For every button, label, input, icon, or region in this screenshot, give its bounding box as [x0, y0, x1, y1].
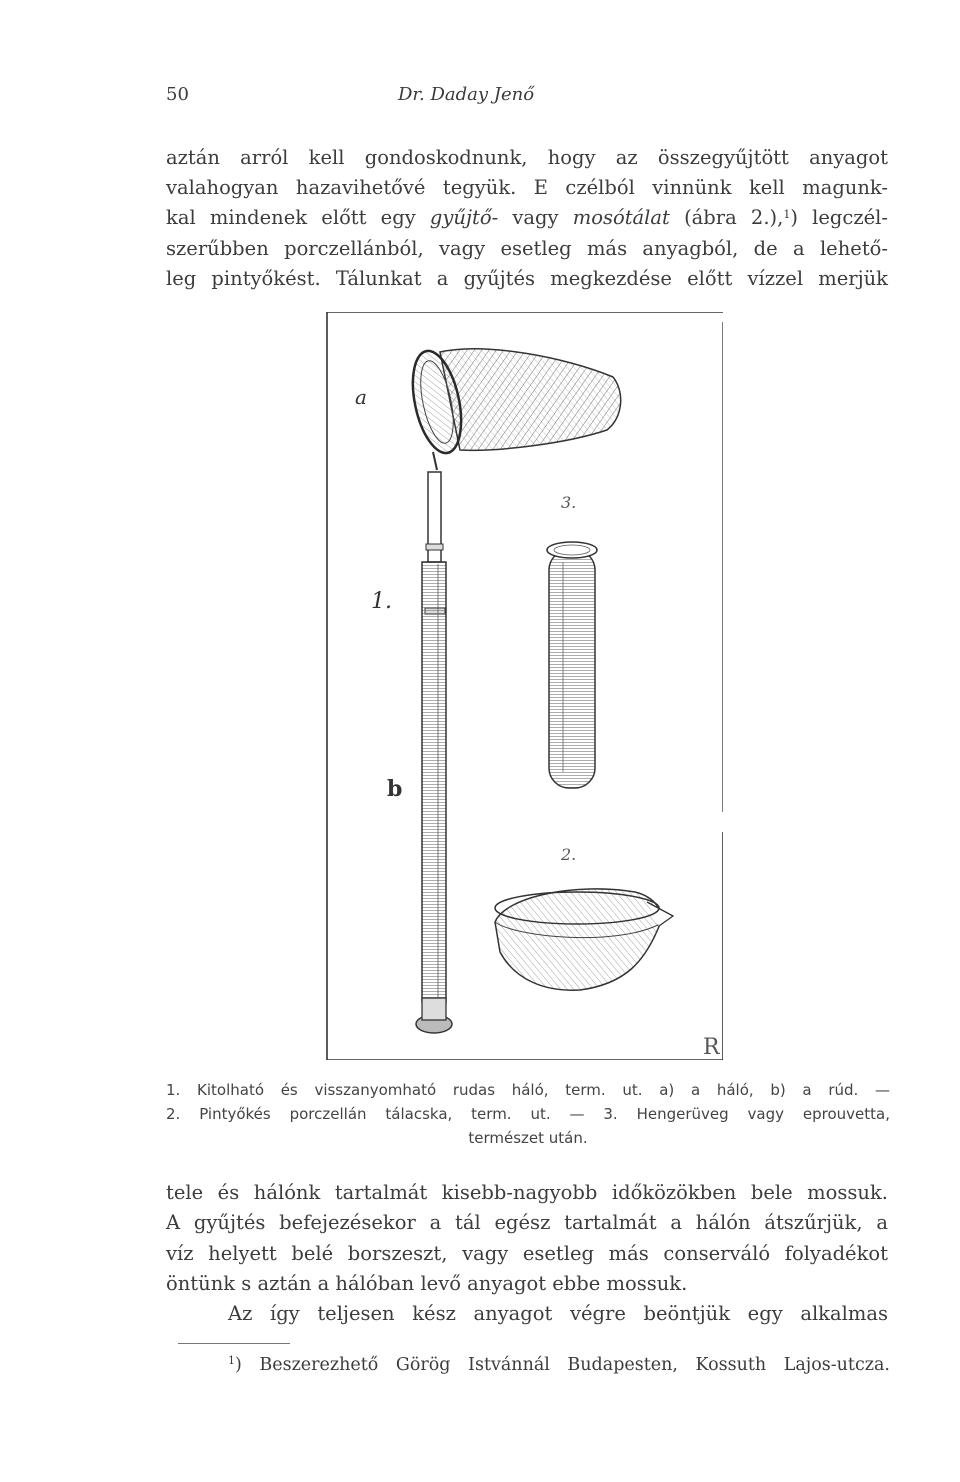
label-figure-two: 2.: [561, 845, 577, 864]
rod-drawing: [416, 472, 452, 1033]
text-line: aztán arról kell gondoskodnunk, hogy az összegyűjtött anyagot: [166, 146, 888, 169]
footnote-divider: [178, 1343, 290, 1344]
label-net: a: [355, 385, 367, 409]
bowl-drawing: [495, 889, 673, 990]
figure-caption: [166, 1078, 890, 1150]
artist-signature: R: [703, 1035, 720, 1060]
figure-illustration: [325, 312, 723, 1060]
paragraph-top: [166, 143, 888, 294]
figure-drawing: [325, 312, 723, 1060]
caption-line: természet után.: [468, 1129, 588, 1147]
caption-line: 2. Pintyőkés porczellán tálacska, term. ut. — 3. Hengerüveg vagy eprouvetta,: [166, 1105, 890, 1123]
text-line: Az így teljesen kész anyagot végre beöntjük egy alkalmas: [228, 1302, 888, 1326]
text-line: öntünk s aztán a hálóban levő anyagot ebbe mossuk.: [166, 1271, 688, 1295]
label-figure-one: 1.: [371, 589, 392, 614]
caption-line: 1. Kitolható és visszanyomható rudas háló, term. ut. a) a háló, b) a rúd. —: [166, 1081, 890, 1099]
label-rod: b: [387, 776, 403, 802]
page-header: [166, 84, 888, 110]
paragraph-bottom: [166, 1178, 888, 1329]
tube-drawing: [547, 542, 597, 788]
text-line: szerűbben porczellánból, vagy esetleg más anyagból, de a lehető-: [166, 236, 888, 260]
text-line: víz helyett belé borszeszt, vagy esetleg más conserváló folyadékot: [166, 1241, 888, 1265]
footnote-marker: 1: [228, 1354, 235, 1367]
footnote-marker: 1: [783, 208, 791, 222]
text-line: kal mindenek előtt egy gyűjtő- vagy mosótálat (ábra 2.),$^1$) legczél-: [166, 206, 888, 230]
net-drawing: [405, 347, 621, 470]
footnote: [228, 1352, 890, 1378]
page-number: 50: [166, 84, 189, 105]
label-figure-three: 3.: [561, 493, 577, 512]
text-line: valahogyan hazavihetővé tegyük. E czélból vinnünk kell magunk-: [166, 176, 888, 200]
text-line: tele és hálónk tartalmát kisebb-nagyobb időközökben bele mossuk.: [166, 1181, 888, 1204]
footnote-text: ) Beszerezhető Görög Istvánnál Budapesten, Kossuth Lajos-utcza.: [235, 1355, 890, 1375]
running-title: Dr. Daday Jenő: [397, 84, 535, 105]
text-line: A gyűjtés befejezésekor a tál egész tartalmát a hálón átszűrjük, a: [166, 1211, 888, 1235]
text-line: leg pintyőkést. Tálunkat a gyűjtés megkezdése előtt vízzel merjük: [166, 266, 888, 290]
